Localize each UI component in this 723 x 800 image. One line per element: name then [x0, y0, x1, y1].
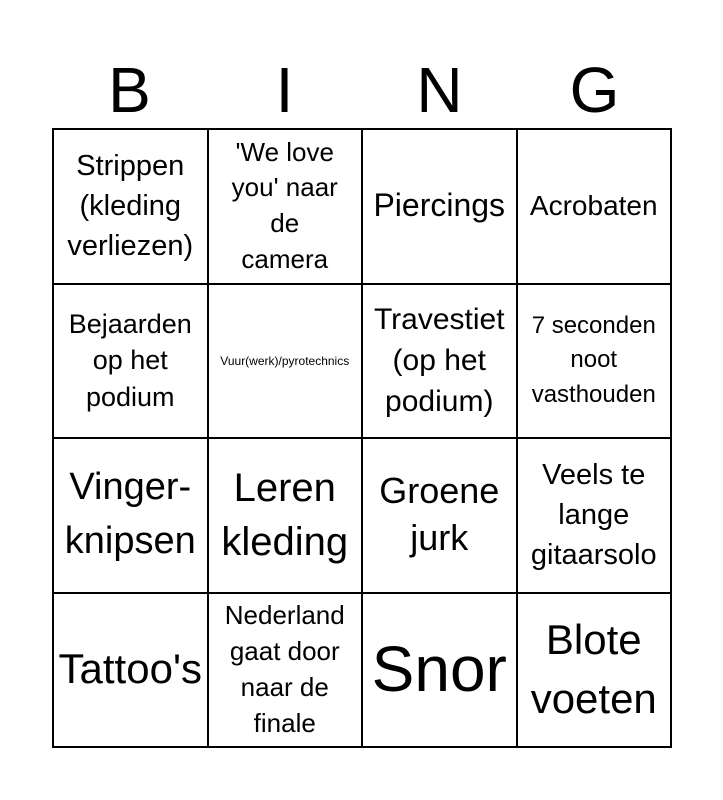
bingo-cell[interactable] [53, 593, 208, 748]
bingo-cell-label: Acrobaten [529, 189, 658, 221]
bingo-cell[interactable] [362, 284, 517, 439]
header-letter-b: B [108, 54, 151, 126]
bingo-cell-label: Piercings [373, 187, 506, 224]
bingo-cell[interactable] [53, 438, 208, 593]
bingo-cell[interactable] [208, 284, 363, 439]
bingo-cell-label: Vuur(werk)/pyrotechnics [220, 353, 350, 368]
bingo-cell-label: Nederland gaat door naar de finale [224, 600, 345, 738]
bingo-cell[interactable] [208, 438, 363, 593]
header-letter-n: N [416, 54, 463, 126]
bingo-cell-label: Travestiet (op het podium) [373, 302, 505, 419]
bingo-cell[interactable] [362, 593, 517, 748]
bingo-cell[interactable] [517, 284, 672, 439]
header-letter-g: G [569, 54, 620, 126]
bingo-cell-label: Blote voeten [530, 615, 657, 722]
bingo-header [52, 52, 672, 128]
bingo-cell-label: 'We love you' naar de camera [231, 136, 338, 275]
bingo-board [52, 128, 672, 748]
bingo-cell-label: Snor [371, 633, 507, 706]
bingo-cell-label: Vinger- knipsen [64, 466, 196, 563]
bingo-cell[interactable] [53, 284, 208, 439]
bingo-cell-label: Groene jurk [379, 470, 500, 559]
bingo-cell-label: Leren kleding [221, 466, 349, 565]
bingo-cell-label: Bejaarden op het podium [68, 308, 192, 413]
bingo-cell[interactable] [517, 593, 672, 748]
bingo-cell-label: Strippen (kleding verliezen) [67, 150, 194, 263]
bingo-cell[interactable] [517, 129, 672, 284]
bingo-cell[interactable] [53, 129, 208, 284]
bingo-cell[interactable] [362, 438, 517, 593]
bingo-cell[interactable] [208, 129, 363, 284]
bingo-cell-label: 7 seconden noot vasthouden [531, 311, 656, 409]
bingo-cell[interactable] [208, 593, 363, 748]
bingo-cell[interactable] [517, 438, 672, 593]
bingo-cell-label: Tattoo's [58, 645, 202, 693]
bingo-cell[interactable] [362, 129, 517, 284]
bingo-cell-label: Veels te lange gitaarsolo [530, 459, 657, 572]
header-letter-i: I [275, 54, 294, 126]
